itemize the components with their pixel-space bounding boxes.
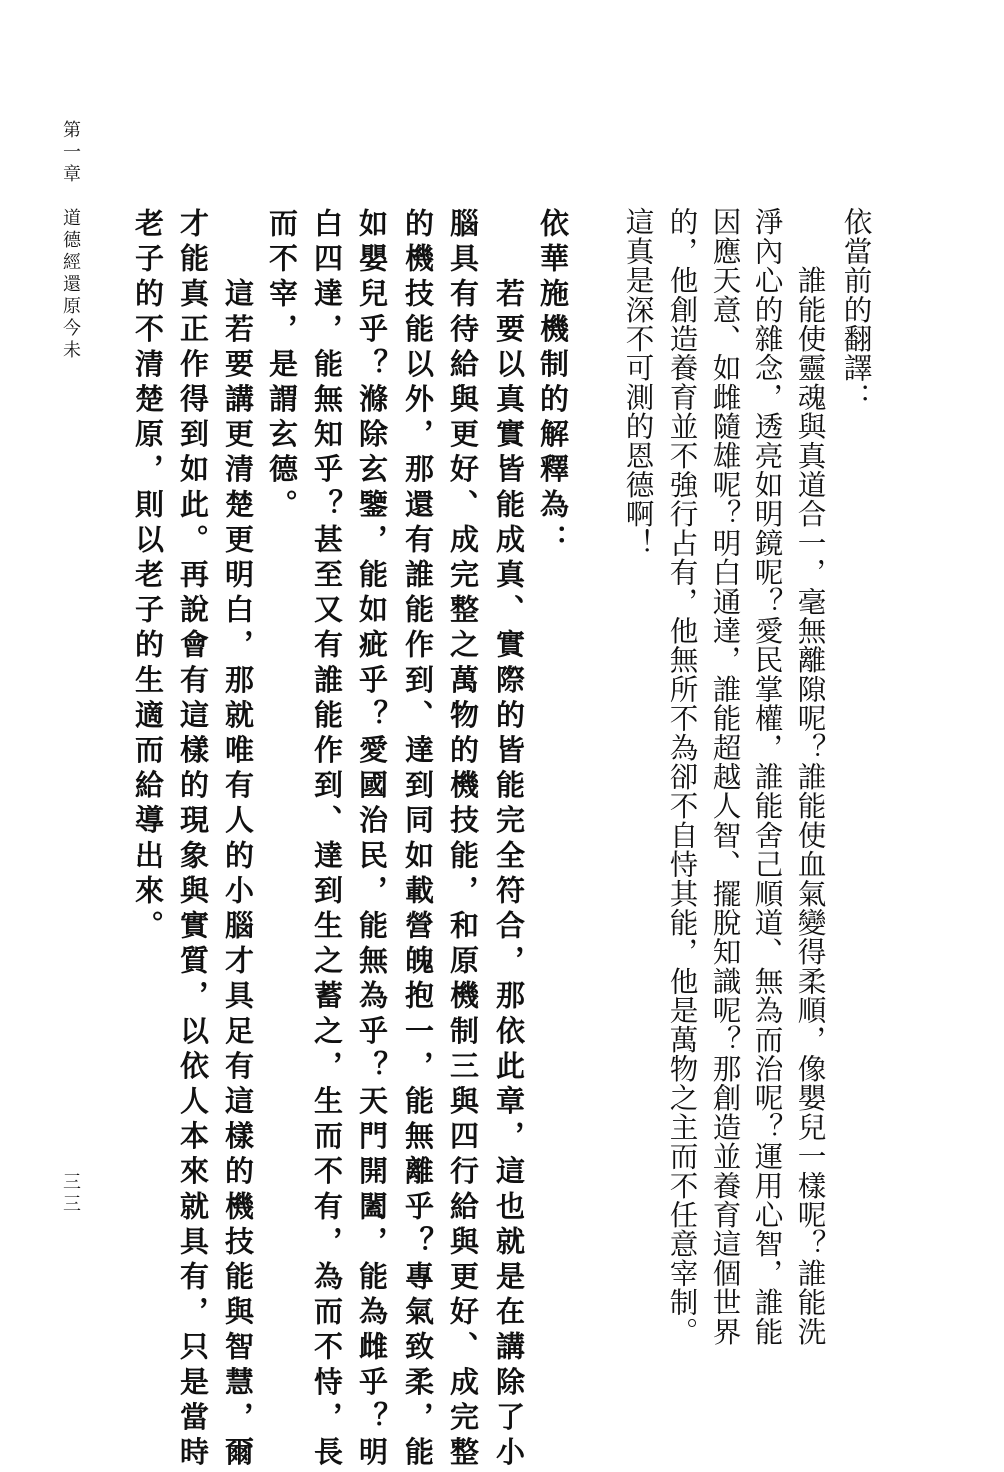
translation-line: 的，他創造養育並不強行占有，他無所不為卻不自恃其能，他是萬物之主而不任意宰制。 xyxy=(665,207,700,1346)
quote-line: 而不宰，是謂玄德。 xyxy=(265,208,299,524)
running-head-book-title: 道德經還原今未 xyxy=(60,208,81,362)
translation-line: 誰能使靈魂與真道合一，毫無離隙呢？誰能使血氣變得柔順，像嬰兒一樣呢？誰能洗 xyxy=(793,207,828,1346)
quote-line: 腦具有待給與更好、成完整之萬物的機技能，和原機制三與四行給與更好、成完整 xyxy=(446,208,480,1472)
quote-line: 的機技能以外，那還有誰能作到、達到同如載營魄抱一，能無離乎？專氣致柔，能 xyxy=(401,208,435,1472)
quote-line: 若要以真實皆能成真、實際的皆能完全符合，那依此章，這也就是在講除了小 xyxy=(492,208,526,1472)
page-number: 三三 xyxy=(60,1172,81,1216)
running-head-chapter: 第一章 xyxy=(60,120,81,186)
quote-line: 如嬰兒乎？滌除玄鑒，能如疵乎？愛國治民，能無為乎？天門開闔，能為雌乎？明 xyxy=(355,208,389,1472)
translation-heading: 依當前的翻譯： xyxy=(839,207,874,412)
quote-line: 白四達，能無知乎？甚至又有誰能作到、達到生之蓄之，生而不有，為而不恃，長 xyxy=(310,208,344,1472)
commentary-line: 才能真正作得到如此。再說會有這樣的現象與實質，以依人本來就具有，只是當時 xyxy=(176,208,210,1472)
translation-line: 因應天意、如雌隨雄呢？明白通達，誰能超越人智、擺脫知識呢？那創造並養育這個世界 xyxy=(708,207,743,1346)
commentary-line: 老子的不清楚原，則以老子的生適而給導出來。 xyxy=(131,208,165,946)
mechanism-heading: 依華施機制的解釋為： xyxy=(536,208,570,559)
translation-line: 淨內心的雜念，透亮如明鏡呢？愛民掌權，誰能舍己順道、無為而治呢？運用心智，誰能 xyxy=(750,207,785,1346)
translation-line: 這真是深不可測的恩德啊！ xyxy=(621,207,656,558)
commentary-line: 這若要講更清楚更明白，那就唯有人的小腦才具足有這樣的機技能與智慧，爾 xyxy=(221,208,255,1472)
